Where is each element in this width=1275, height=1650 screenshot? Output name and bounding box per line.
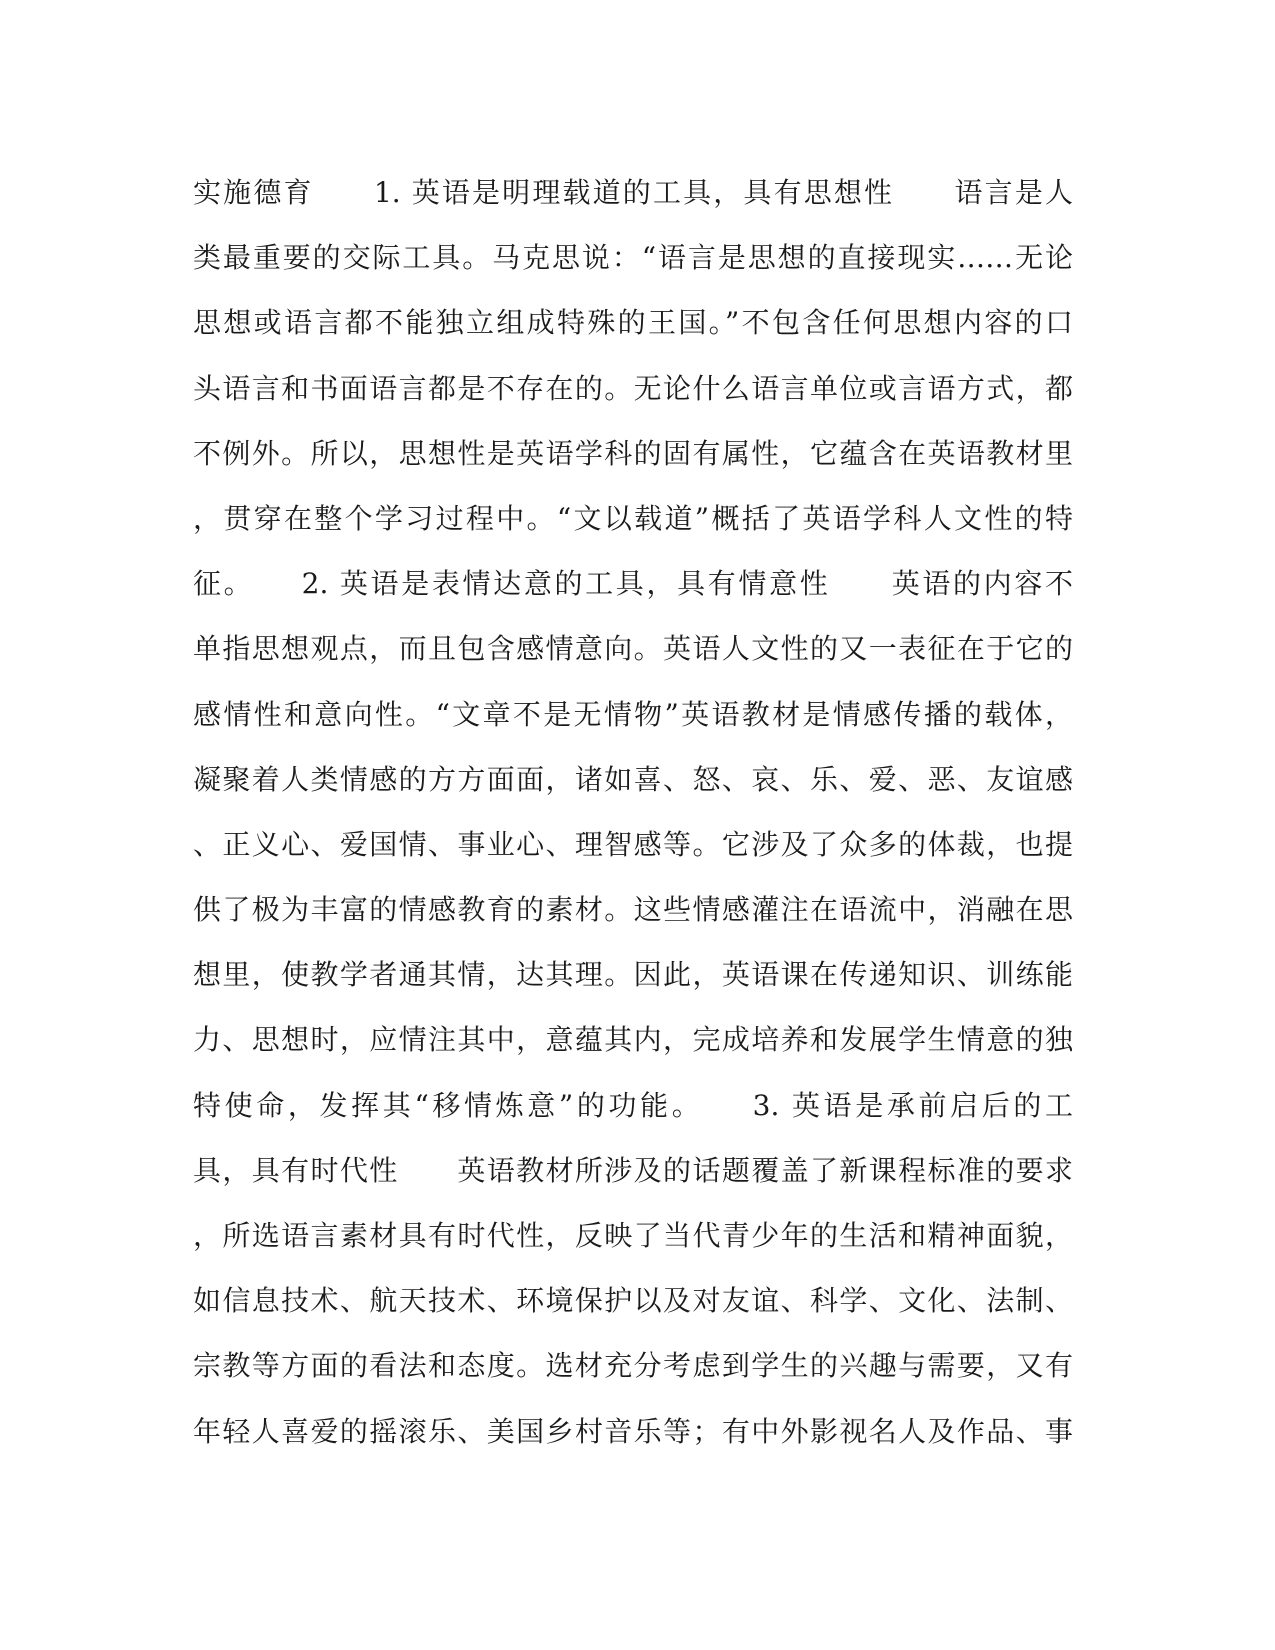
text-line: 思想或语言都不能独立组成特殊的王国。”不包含任何思想内容的口	[193, 306, 1073, 340]
text-line: 、正义心、爱国情、事业心、理智感等。它涉及了众多的体裁，也提	[193, 827, 1073, 861]
text-line: 凝聚着人类情感的方方面面，诸如喜、怒、哀、乐、爱、恶、友谊感	[193, 762, 1073, 796]
text-line: 不例外。所以，思想性是英语学科的固有属性，它蕴含在英语教材里	[193, 436, 1073, 470]
text-line: 实施德育 1. 英语是明理载道的工具，具有思想性 语言是人	[193, 176, 1073, 209]
text-line: 具，具有时代性 英语教材所涉及的话题覆盖了新课程标准的要求	[193, 1153, 1073, 1187]
text-line: 年轻人喜爱的摇滚乐、美国乡村音乐等；有中外影视名人及作品、事	[193, 1414, 1073, 1448]
text-line: ，贯穿在整个学习过程中。“文以载道”概括了英语学科人文性的特	[193, 501, 1073, 535]
text-line: 单指思想观点，而且包含感情意向。英语人文性的又一表征在于它的	[193, 632, 1073, 666]
body-text	[193, 160, 1073, 1464]
text-line: 特使命，发挥其“移情炼意”的功能。 3. 英语是承前启后的工	[193, 1088, 1073, 1122]
text-line: 宗教等方面的看法和态度。选材充分考虑到学生的兴趣与需要，又有	[193, 1349, 1073, 1383]
text-line: ，所选语言素材具有时代性，反映了当代青少年的生活和精神面貌，	[193, 1219, 1073, 1252]
text-line: 感情性和意向性。“文章不是无情物”英语教材是情感传播的载体，	[193, 697, 1073, 731]
text-line: 供了极为丰富的情感教育的素材。这些情感灌注在语流中，消融在思	[193, 893, 1073, 927]
text-line: 头语言和书面语言都是不存在的。无论什么语言单位或言语方式，都	[193, 371, 1073, 405]
text-line: 如信息技术、航天技术、环境保护以及对友谊、科学、文化、法制、	[193, 1284, 1073, 1318]
text-line: 类最重要的交际工具。马克思说：“语言是思想的直接现实……无论	[193, 241, 1073, 275]
text-line: 力、思想时，应情注其中，意蕴其内，完成培养和发展学生情意的独	[193, 1023, 1073, 1057]
text-line: 征。 2. 英语是表情达意的工具，具有情意性 英语的内容不	[193, 567, 1073, 601]
text-line: 想里，使教学者通其情，达其理。因此，英语课在传递知识、训练能	[193, 958, 1073, 992]
